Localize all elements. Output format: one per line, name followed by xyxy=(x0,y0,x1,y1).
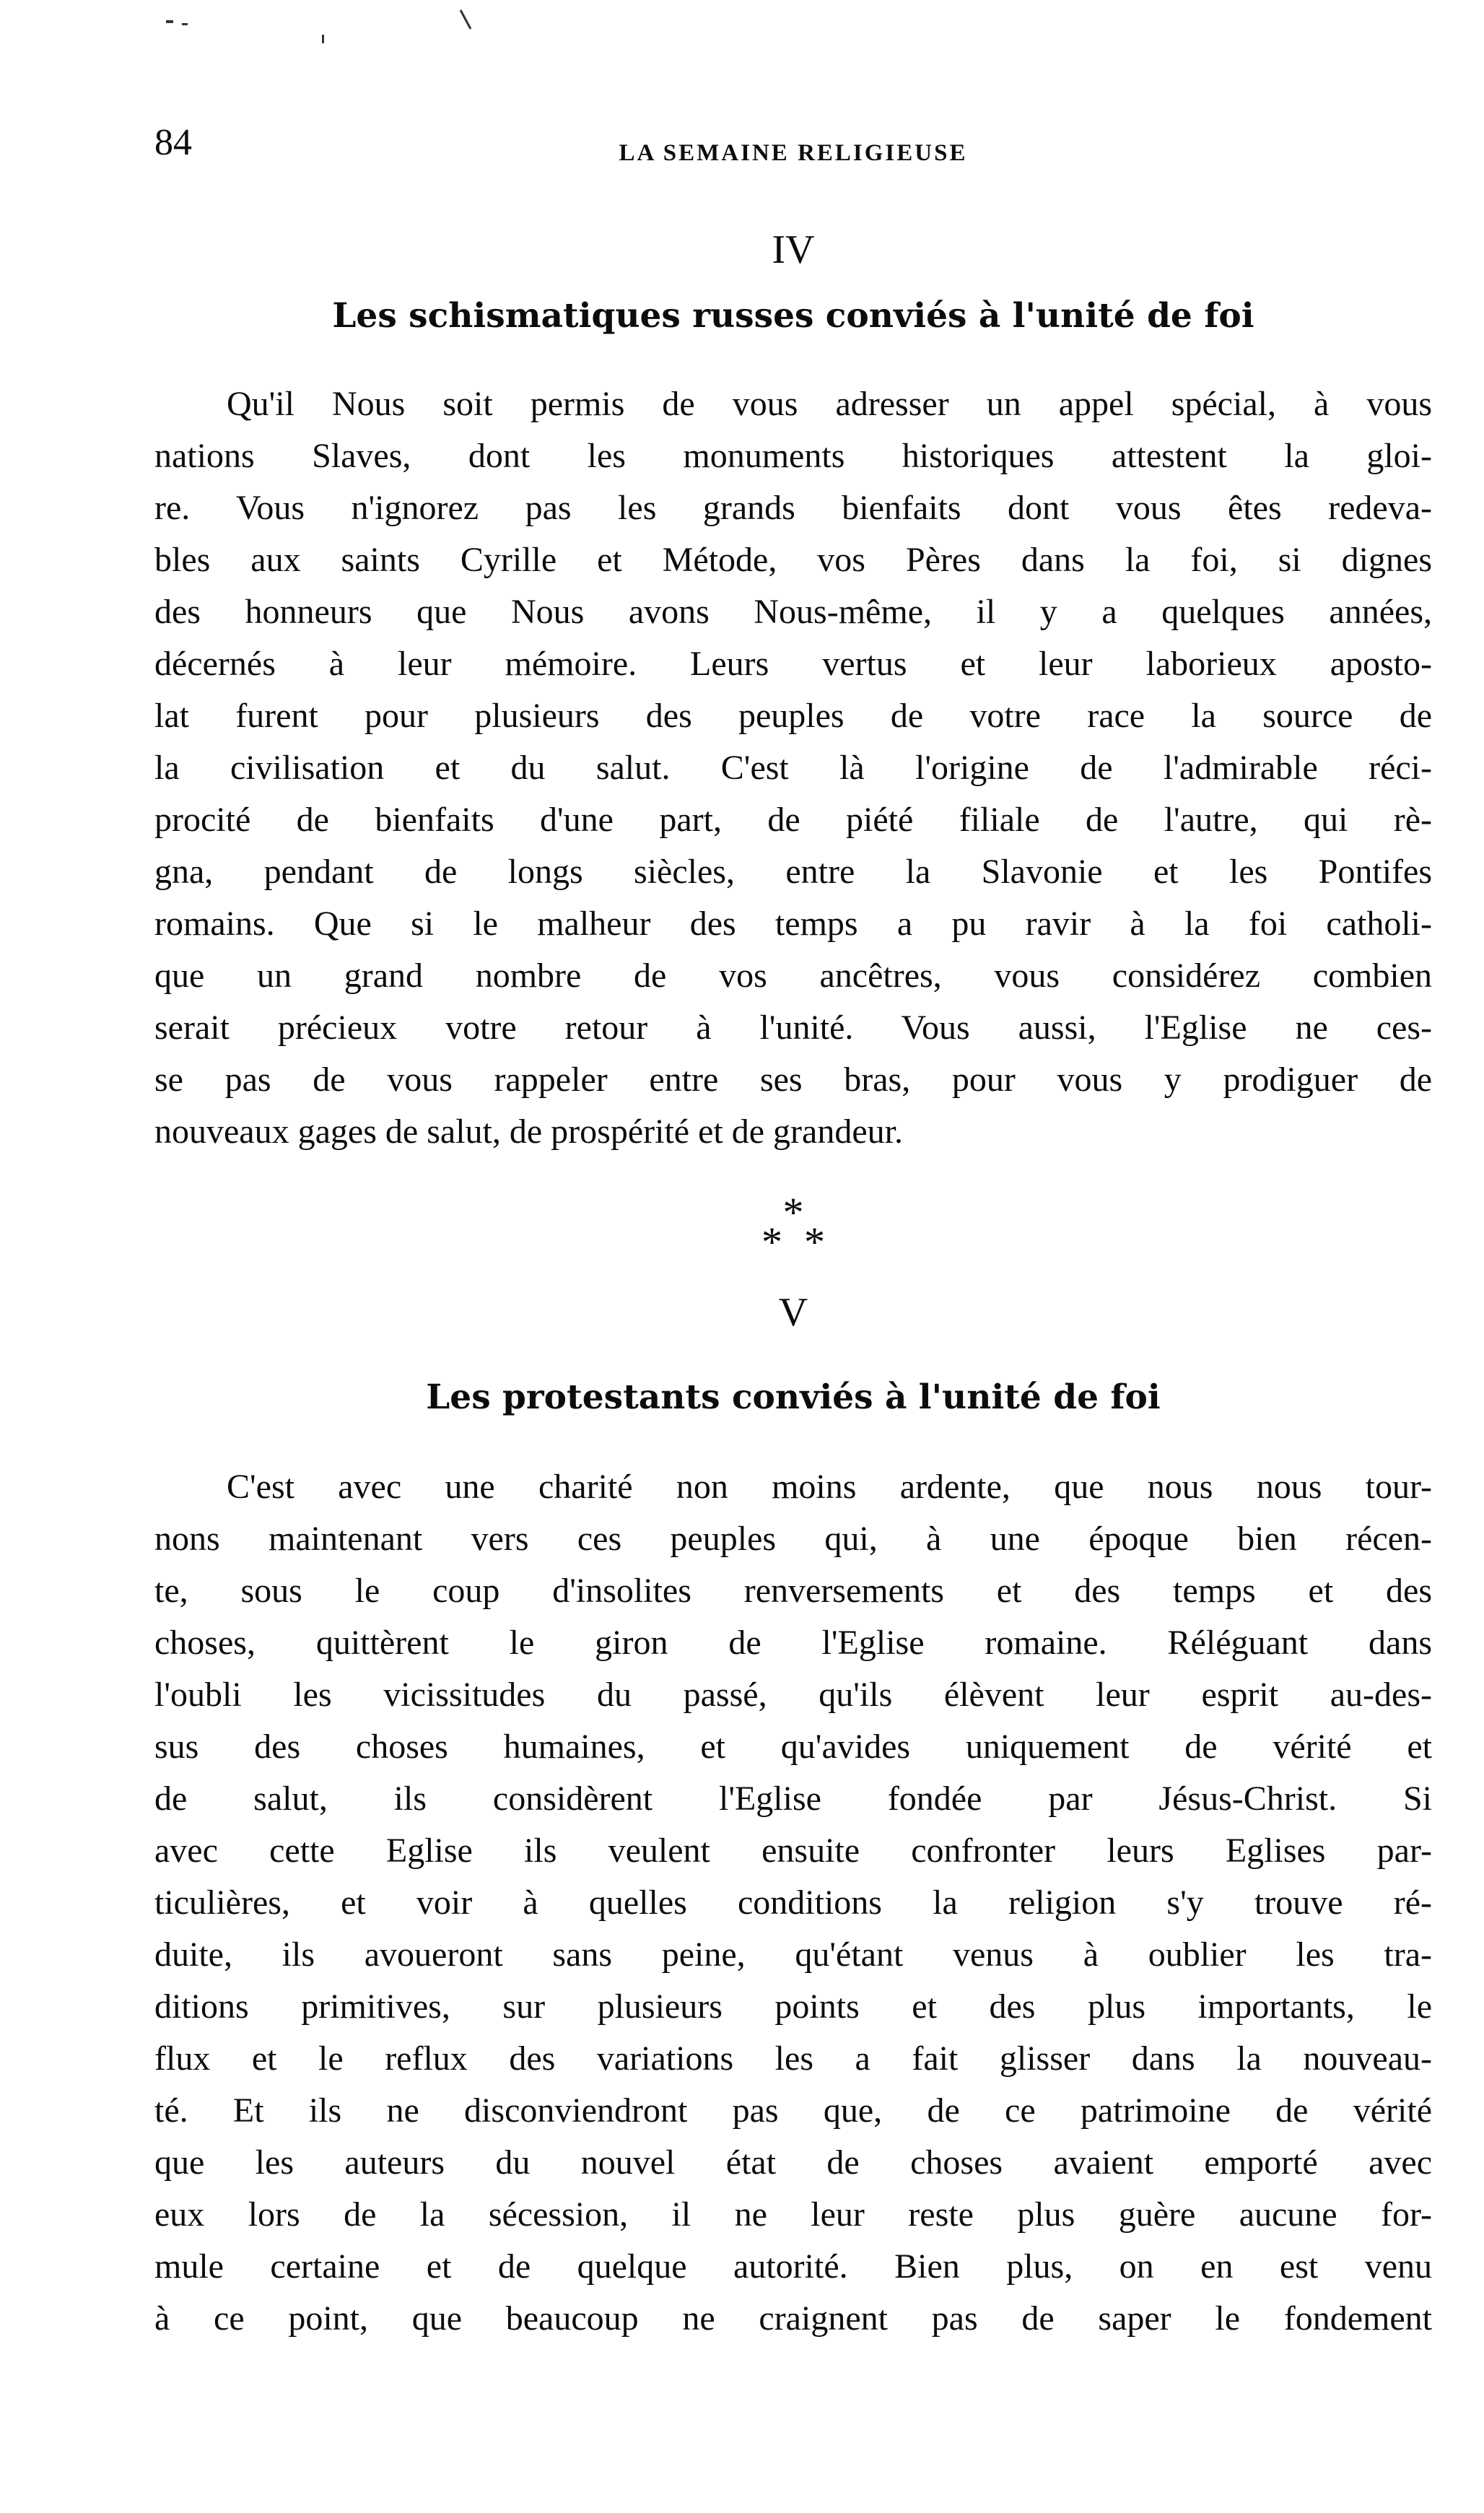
text-line: choses, quittèrent le giron de l'Eglise romaine. Réléguant dans xyxy=(154,1624,1432,1663)
section-title: Les protestants conviés à l'unité de foi xyxy=(426,1377,1161,1417)
text-line: de salut, ils considèrent l'Eglise fondée par Jésus-Christ. Si xyxy=(154,1780,1432,1819)
paragraph xyxy=(154,378,1432,1158)
text-line: flux et le reflux des variations les a fait glisser dans la nouveau- xyxy=(154,2039,1432,2078)
text-line: que un grand nombre de vos ancêtres, vous considérez combien xyxy=(154,957,1432,996)
asterism-separator xyxy=(154,1189,1432,1266)
text-line: procité de bienfaits d'une part, de piété filiale de l'autre, qui rè- xyxy=(154,801,1432,840)
asterism-top: * xyxy=(782,1189,804,1236)
text-line: lat furent pour plusieurs des peuples de votre race la source de xyxy=(154,697,1432,736)
text-line: l'oubli les vicissitudes du passé, qu'ils élèvent leur esprit au-des- xyxy=(154,1676,1432,1715)
section-numeral: V xyxy=(778,1290,808,1335)
text-line: nations Slaves, dont les monuments historiques attestent la gloi- xyxy=(154,437,1432,476)
text-line: eux lors de la sécession, il ne leur reste plus guère aucune for- xyxy=(154,2195,1432,2234)
text-line: des honneurs que Nous avons Nous-même, il y a quelques années, xyxy=(154,593,1432,632)
running-title: LA SEMAINE RELIGIEUSE xyxy=(619,140,968,166)
text-line: à ce point, que beaucoup ne craignent pas de saper le fondement xyxy=(154,2299,1432,2338)
text-line: te, sous le coup d'insolites renversements et des temps et des xyxy=(154,1572,1432,1611)
asterism-right: * xyxy=(804,1218,825,1266)
paragraph xyxy=(154,1461,1432,2345)
text-line: nouveaux gages de salut, de prospérité et de grandeur. xyxy=(154,1112,903,1151)
text-line: que les auteurs du nouvel état de choses avaient emporté avec xyxy=(154,2143,1432,2182)
text-line: duite, ils avoueront sans peine, qu'étant venus à oublier les tra- xyxy=(154,1935,1432,1974)
text-line: bles aux saints Cyrille et Métode, vos Pères dans la foi, si dignes xyxy=(154,541,1432,580)
page-header xyxy=(154,121,1432,186)
text-line: se pas de vous rappeler entre ses bras, pour vous y prodiguer de xyxy=(154,1060,1432,1099)
text-line: serait précieux votre retour à l'unité. Vous aussi, l'Eglise ne ces- xyxy=(154,1009,1432,1048)
scan-specks xyxy=(166,7,527,51)
text-line: té. Et ils ne disconviendront pas que, de ce patrimoine de vérité xyxy=(154,2091,1432,2130)
text-line: ticulières, et voir à quelles conditions la religion s'y trouve ré- xyxy=(154,1883,1432,1922)
text-line: sus des choses humaines, et qu'avides uniquement de vérité et xyxy=(154,1728,1432,1767)
asterism-left: * xyxy=(761,1218,782,1266)
section-title: Les schismatiques russes conviés à l'unité de foi xyxy=(332,296,1254,336)
text-line: gna, pendant de longs siècles, entre la Slavonie et les Pontifes xyxy=(154,853,1432,892)
text-line: romains. Que si le malheur des temps a pu ravir à la foi catholi- xyxy=(154,905,1432,944)
section-numeral: IV xyxy=(772,227,815,272)
text-line: décernés à leur mémoire. Leurs vertus et leur laborieux aposto- xyxy=(154,645,1432,684)
text-line: Qu'il Nous soit permis de vous adresser un appel spécial, à vous xyxy=(227,385,1432,424)
text-line: avec cette Eglise ils veulent ensuite confronter leurs Eglises par- xyxy=(154,1832,1432,1870)
text-line: mule certaine et de quelque autorité. Bien plus, on en est venu xyxy=(154,2247,1432,2286)
section-v xyxy=(154,1292,1432,2345)
text-line: re. Vous n'ignorez pas les grands bienfaits dont vous êtes redeva- xyxy=(154,489,1432,528)
text-line: C'est avec une charité non moins ardente, que nous nous tour- xyxy=(227,1468,1432,1507)
section-iv xyxy=(154,227,1432,1158)
text-line: ditions primitives, sur plusieurs points et des plus importants, le xyxy=(154,1987,1432,2026)
page-number: 84 xyxy=(154,122,192,163)
text-line: nons maintenant vers ces peuples qui, à une époque bien récen- xyxy=(154,1520,1432,1559)
text-line: la civilisation et du salut. C'est là l'origine de l'admirable réci- xyxy=(154,749,1432,788)
